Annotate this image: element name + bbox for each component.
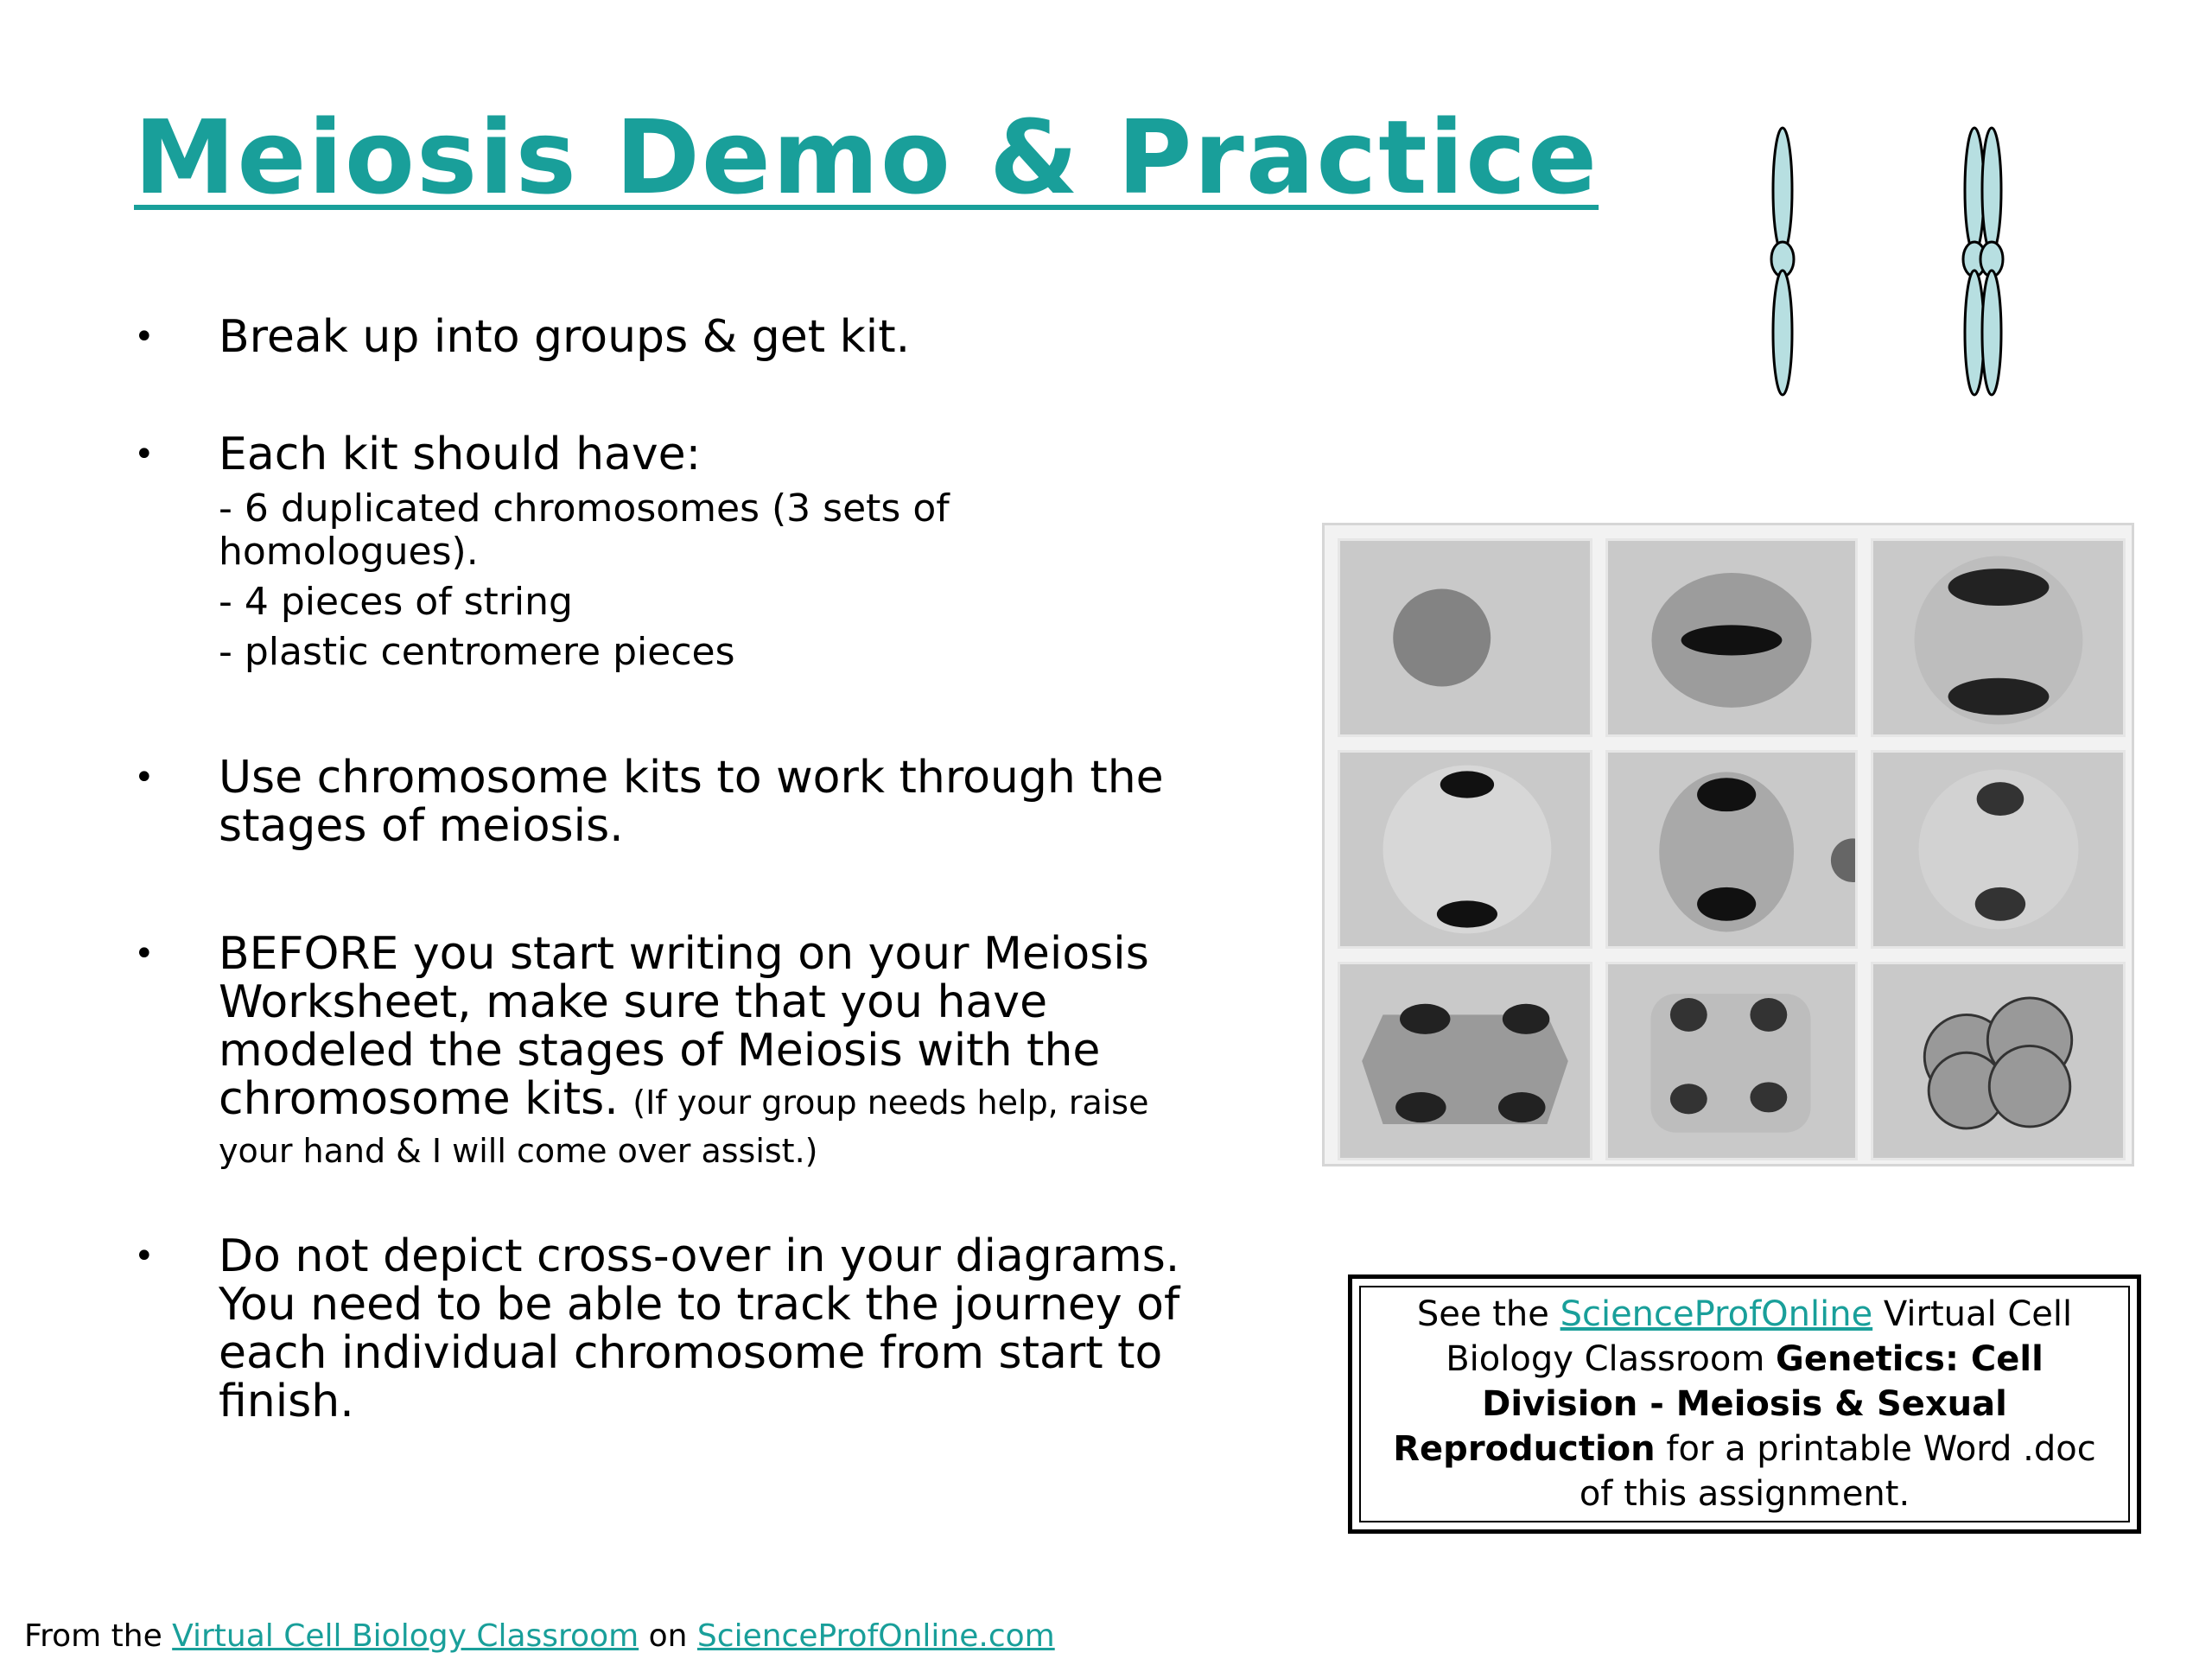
reference-info-text (1359, 1286, 2130, 1522)
micrograph-cell (1338, 538, 1592, 737)
info-virtual-cell: Virtual Cell Biology Classroom (1446, 1294, 2073, 1379)
kit-item: - plastic centromere pieces (219, 630, 735, 674)
footer-credit (24, 1618, 1055, 1656)
instruction-list (134, 313, 1205, 1426)
virtual-cell-classroom-link[interactable]: Virtual Cell Biology Classroom (172, 1618, 639, 1654)
bullet-icon: • (134, 435, 155, 474)
bullet-text: Break up into groups & get kit. (219, 311, 911, 363)
footer-from-the: From the (24, 1618, 162, 1654)
micrograph-cell (1871, 538, 2126, 737)
footer-on: on (648, 1618, 688, 1654)
micrograph-cell (1605, 538, 1858, 737)
micrograph-cell (1871, 962, 2126, 1160)
bullet-note: (If your group needs help, raise your hand & I will come over assist.) (219, 1084, 1149, 1170)
micrograph-cell (1605, 750, 1858, 949)
scienceprofonline-com-link[interactable]: ScienceProfOnline.com (696, 1618, 1055, 1654)
list-item (134, 313, 1205, 361)
scienceprofonline-link[interactable]: ScienceProfOnline (1560, 1294, 1873, 1334)
kit-item: - 6 duplicated chromosomes (3 sets of homologues). (219, 486, 950, 574)
bullet-icon: • (134, 317, 155, 357)
reference-info-box (1348, 1274, 2141, 1534)
bullet-text: Each kit should have: (219, 429, 702, 480)
duplicated-chromosome-icon (1963, 128, 2003, 395)
info-see-the: See the (1416, 1294, 1549, 1334)
micrograph-cell (1605, 962, 1858, 1160)
bullet-text: BEFORE you start writing on your Meiosis Worksheet, make sure that you have modeled the stages of Meiosis with the chromosome kits. (219, 928, 1149, 1125)
micrograph-cell (1871, 750, 2126, 949)
list-item (134, 430, 1205, 674)
bullet-icon: • (134, 1236, 155, 1276)
info-topic: Genetics: Cell Division - Meiosis & Sexual Reproduction (1393, 1339, 2044, 1469)
slide-title: Meiosis Demo & Practice (134, 98, 1599, 217)
single-chromosome-icon (1771, 128, 1794, 395)
kit-contents-list (219, 487, 1205, 674)
micrograph-cell (1338, 750, 1592, 949)
meiosis-micrograph-grid (1322, 523, 2134, 1166)
list-item (134, 930, 1205, 1172)
bullet-text: Use chromosome kits to work through the stages of meiosis. (219, 752, 1164, 852)
bullet-icon: • (134, 934, 155, 974)
kit-item: - 4 pieces of string (219, 580, 573, 624)
info-rest: for a printable Word .doc of this assignment. (1579, 1429, 2096, 1514)
micrograph-cell (1338, 962, 1592, 1160)
list-item (134, 1232, 1205, 1426)
chromosome-illustration (1754, 125, 2013, 402)
list-item (134, 753, 1205, 850)
bullet-text: Do not depict cross-over in your diagrams. You need to be able to track the journey of each individual chromosome from start to finish. (219, 1230, 1180, 1427)
bullet-icon: • (134, 758, 155, 798)
